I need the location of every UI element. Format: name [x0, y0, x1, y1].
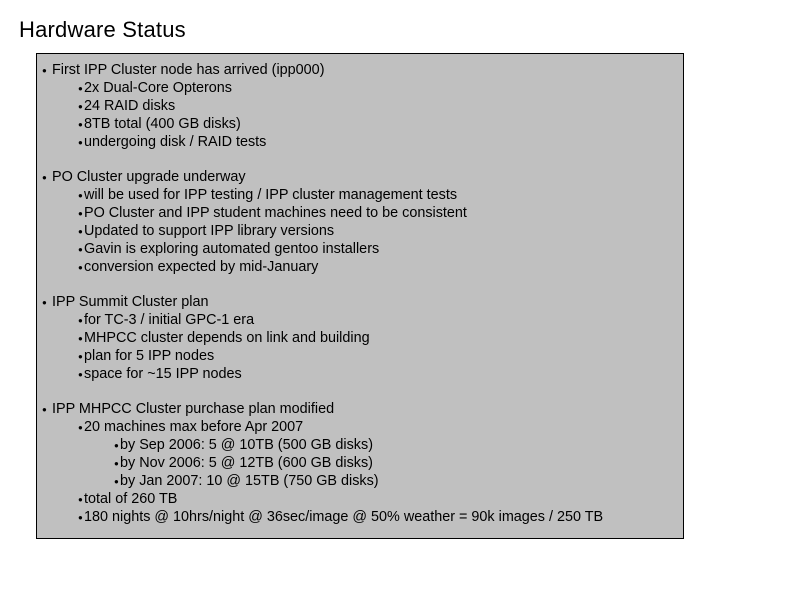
sub-bullet-item [37, 204, 683, 222]
bullet-icon: ● [78, 227, 83, 236]
bullet-text: total of 260 TB [84, 491, 178, 507]
bullet-text: First IPP Cluster node has arrived (ipp000) [52, 62, 325, 78]
sub-bullet-item [37, 508, 683, 526]
section-summit-cluster-plan [37, 293, 683, 383]
bullet-text: IPP Summit Cluster plan [52, 294, 209, 310]
bullet-icon: ● [42, 298, 47, 307]
bullet-icon: ● [78, 352, 83, 361]
bullet-icon: ● [78, 370, 83, 379]
bullet-icon: ● [78, 191, 83, 200]
sub-sub-bullet-item [37, 472, 683, 490]
bullet-icon: ● [78, 334, 83, 343]
section-first-ipp-node [37, 61, 683, 151]
bullet-icon: ● [78, 102, 83, 111]
sub-bullet-item [37, 329, 683, 347]
sub-bullet-item [37, 222, 683, 240]
bullet-icon: ● [78, 513, 83, 522]
bullet-text: 20 machines max before Apr 2007 [84, 419, 304, 435]
sub-sub-bullet-item [37, 436, 683, 454]
bullet-icon: ● [78, 120, 83, 129]
bullet-icon: ● [78, 209, 83, 218]
bullet-text: 2x Dual-Core Opterons [84, 80, 232, 96]
bullet-text: PO Cluster upgrade underway [52, 169, 246, 185]
bullet-icon: ● [114, 441, 119, 450]
sub-bullet-item [37, 365, 683, 383]
sub-bullet-item [37, 311, 683, 329]
bullet-text: space for ~15 IPP nodes [84, 366, 242, 382]
bullet-text: MHPCC cluster depends on link and building [84, 330, 370, 346]
sub-bullet-item [37, 133, 683, 151]
sub-bullet-item [37, 490, 683, 508]
bullet-text: by Nov 2006: 5 @ 12TB (600 GB disks) [120, 455, 373, 471]
bullet-icon: ● [78, 495, 83, 504]
bullet-text: plan for 5 IPP nodes [84, 348, 215, 364]
bullet-text: undergoing disk / RAID tests [84, 134, 267, 150]
section-heading [37, 293, 683, 311]
bullet-text: Updated to support IPP library versions [84, 223, 335, 239]
sub-bullet-item [37, 79, 683, 97]
sub-bullet-item [37, 258, 683, 276]
sub-bullet-item [37, 240, 683, 258]
bullet-text: Gavin is exploring automated gentoo installers [84, 241, 380, 257]
bullet-text: by Sep 2006: 5 @ 10TB (500 GB disks) [120, 437, 373, 453]
bullet-icon: ● [78, 263, 83, 272]
section-heading [37, 61, 683, 79]
bullet-text: 180 nights @ 10hrs/night @ 36sec/image @ 50% weather = 90k images / 250 TB [84, 509, 604, 525]
bullet-text: by Jan 2007: 10 @ 15TB (750 GB disks) [120, 473, 379, 489]
bullet-text: 8TB total (400 GB disks) [84, 116, 241, 132]
section-heading [37, 400, 683, 418]
bullet-text: 24 RAID disks [84, 98, 176, 114]
bullet-icon: ● [78, 316, 83, 325]
bullet-text: for TC-3 / initial GPC-1 era [84, 312, 255, 328]
bullet-text: PO Cluster and IPP student machines need to be consistent [84, 205, 467, 221]
sub-bullet-item [37, 186, 683, 204]
sub-bullet-item [37, 97, 683, 115]
section-mhpcc-purchase-plan [37, 400, 683, 526]
section-heading [37, 168, 683, 186]
slide-title: Hardware Status [19, 17, 186, 42]
bullet-icon: ● [78, 138, 83, 147]
bullet-text: conversion expected by mid-January [84, 259, 319, 275]
bullet-icon: ● [42, 66, 47, 75]
bullet-icon: ● [78, 84, 83, 93]
bullet-icon: ● [114, 477, 119, 486]
sub-bullet-item [37, 115, 683, 133]
bullet-icon: ● [42, 173, 47, 182]
bullet-text: IPP MHPCC Cluster purchase plan modified [52, 401, 335, 417]
bullet-icon: ● [114, 459, 119, 468]
sub-sub-bullet-item [37, 454, 683, 472]
bullet-icon: ● [42, 405, 47, 414]
content-box [36, 53, 684, 539]
sub-bullet-item [37, 418, 683, 436]
sub-bullet-item [37, 347, 683, 365]
section-po-cluster-upgrade [37, 168, 683, 276]
bullet-text: will be used for IPP testing / IPP cluster management tests [84, 187, 458, 203]
bullet-icon: ● [78, 245, 83, 254]
bullet-icon: ● [78, 423, 83, 432]
